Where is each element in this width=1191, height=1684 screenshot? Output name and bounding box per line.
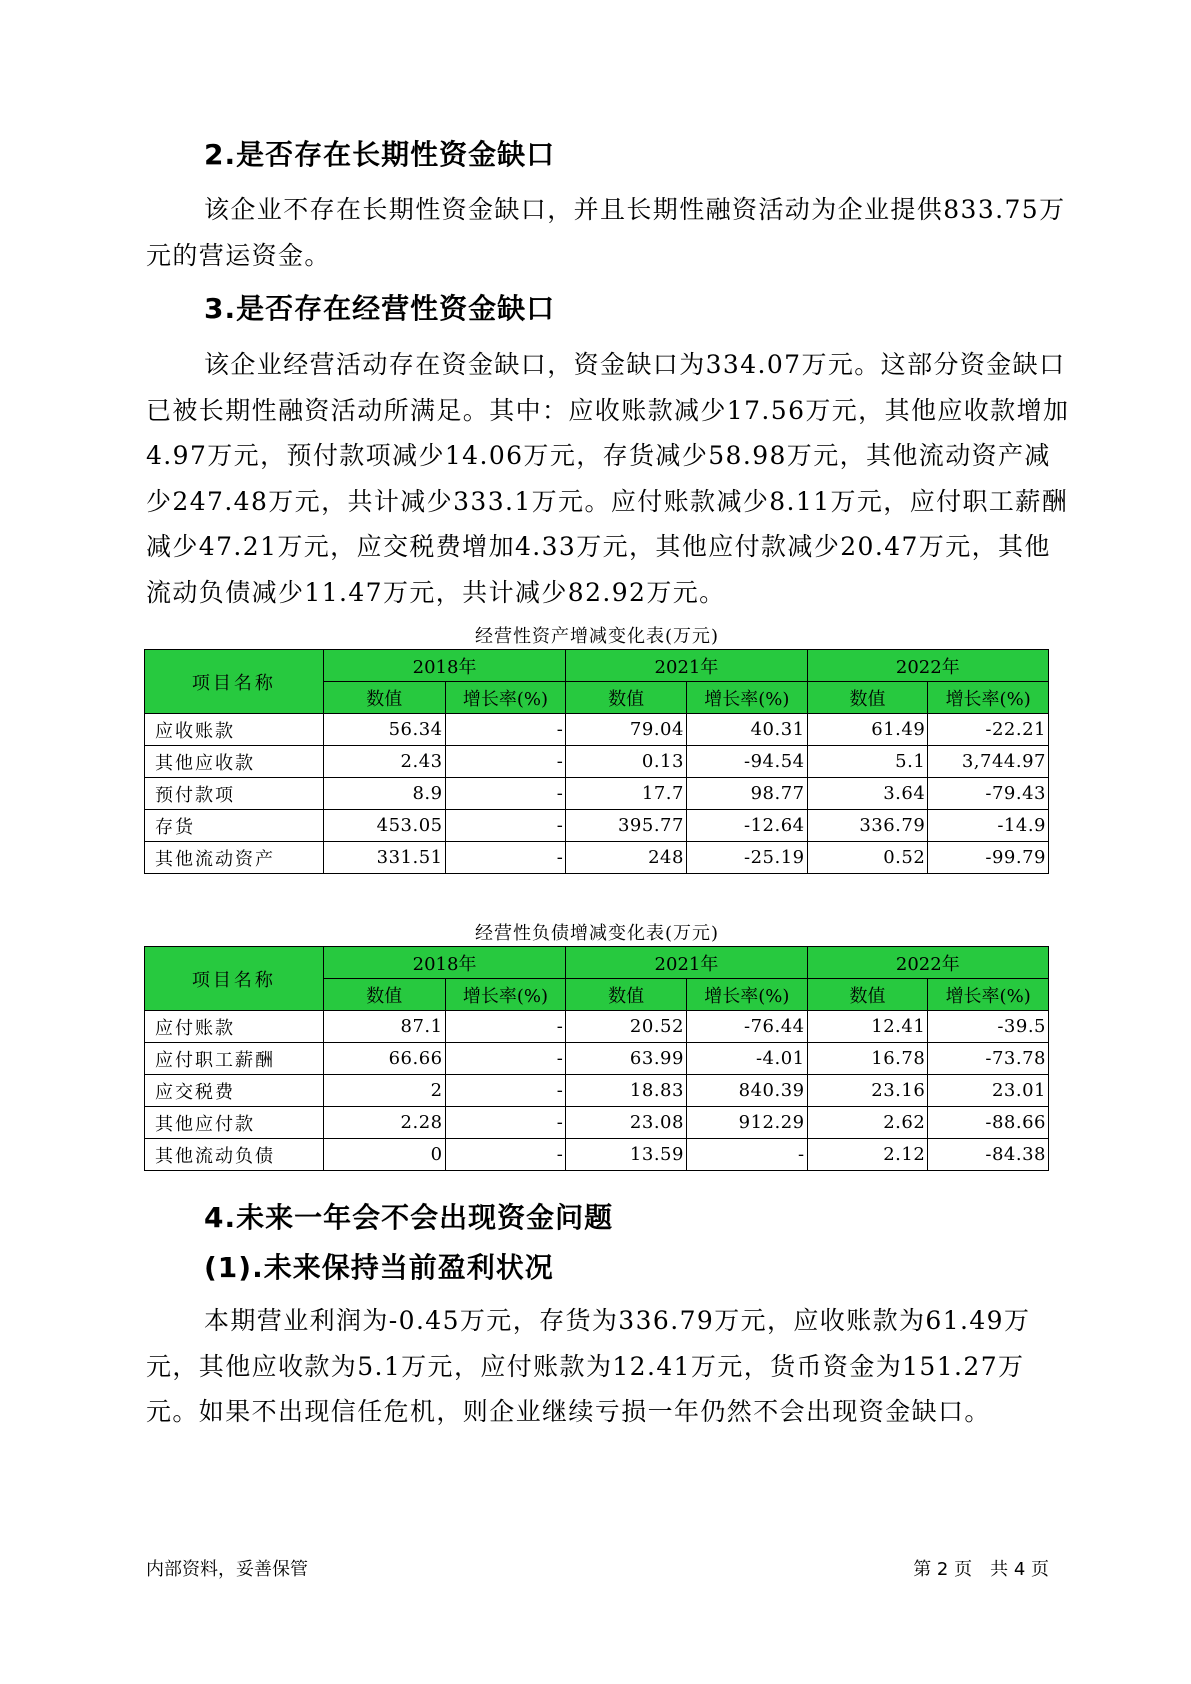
growth-rate-cell: -73.78 [928, 1043, 1049, 1075]
assets-value-header: 数值 [807, 682, 928, 714]
table-row [145, 1107, 1049, 1139]
growth-rate-cell: - [445, 746, 566, 778]
value-cell: 2.62 [807, 1107, 928, 1139]
assets-value-header: 数值 [566, 682, 687, 714]
assets-year-header: 2018年 [323, 650, 565, 682]
growth-rate-cell: -88.66 [928, 1107, 1049, 1139]
value-cell: 20.52 [566, 1011, 687, 1043]
growth-rate-cell: -25.19 [686, 842, 807, 874]
value-cell: 23.16 [807, 1075, 928, 1107]
row-label: 其他应收款 [145, 746, 324, 778]
value-cell: 23.08 [566, 1107, 687, 1139]
growth-rate-cell: - [445, 778, 566, 810]
value-cell: 331.51 [323, 842, 445, 874]
liabilities-year-header: 2021年 [566, 947, 807, 979]
assets-rate-header: 增长率(%) [686, 682, 807, 714]
growth-rate-cell: - [686, 1139, 807, 1171]
assets-rate-header: 增长率(%) [445, 682, 566, 714]
growth-rate-cell: - [445, 1107, 566, 1139]
liabilities-rate-header: 增长率(%) [928, 979, 1049, 1011]
value-cell: 12.41 [807, 1011, 928, 1043]
value-cell: 66.66 [323, 1043, 445, 1075]
value-cell: 2.43 [323, 746, 445, 778]
value-cell: 0.52 [807, 842, 928, 874]
value-cell: 336.79 [807, 810, 928, 842]
value-cell: 87.1 [323, 1011, 445, 1043]
table-row [145, 714, 1049, 746]
value-cell: 395.77 [566, 810, 687, 842]
row-label: 应收账款 [145, 714, 324, 746]
table-row [145, 810, 1049, 842]
liabilities-value-header: 数值 [323, 979, 445, 1011]
value-cell: 3.64 [807, 778, 928, 810]
paragraph-long-term-gap: 该企业不存在长期性资金缺口，并且长期性融资活动为企业提供833.75万元的营运资金。 [146, 195, 1066, 270]
row-label: 应付职工薪酬 [145, 1043, 324, 1075]
liabilities-value-header: 数值 [566, 979, 687, 1011]
assets-value-header: 数值 [323, 682, 445, 714]
assets-year-header: 2021年 [566, 650, 807, 682]
growth-rate-cell: 912.29 [686, 1107, 807, 1139]
value-cell: 0.13 [566, 746, 687, 778]
row-label: 预付款项 [145, 778, 324, 810]
value-cell: 17.7 [566, 778, 687, 810]
heading-long-term-gap: 2.是否存在长期性资金缺口 [204, 138, 556, 171]
growth-rate-cell: -79.43 [928, 778, 1049, 810]
liabilities-rate-header: 增长率(%) [686, 979, 807, 1011]
liabilities-change-table [144, 946, 1049, 1171]
row-label: 其他流动资产 [145, 842, 324, 874]
growth-rate-cell: 23.01 [928, 1075, 1049, 1107]
value-cell: 2 [323, 1075, 445, 1107]
liabilities-table-body [145, 1011, 1049, 1171]
value-cell: 248 [566, 842, 687, 874]
value-cell: 56.34 [323, 714, 445, 746]
growth-rate-cell: - [445, 1075, 566, 1107]
table-row [145, 1011, 1049, 1043]
growth-rate-cell: 98.77 [686, 778, 807, 810]
liabilities-value-header: 数值 [807, 979, 928, 1011]
growth-rate-cell: - [445, 1043, 566, 1075]
liabilities-year-header: 2022年 [807, 947, 1048, 979]
row-label: 存货 [145, 810, 324, 842]
growth-rate-cell: - [445, 1139, 566, 1171]
assets-table-body [145, 714, 1049, 874]
table-row [145, 778, 1049, 810]
growth-rate-cell: -22.21 [928, 714, 1049, 746]
heading-operating-gap: 3.是否存在经营性资金缺口 [204, 292, 556, 325]
growth-rate-cell: -99.79 [928, 842, 1049, 874]
growth-rate-cell: - [445, 842, 566, 874]
row-label: 应交税费 [145, 1075, 324, 1107]
paragraph-next-year: 本期营业利润为-0.45万元，存货为336.79万元，应收账款为61.49万元，其他应收款为5.1万元，应付账款为12.41万元，货币资金为151.27万元。如果不出现信任危机，则企业继续亏损一年仍然不会出现资金缺口。 [146, 1306, 1031, 1426]
table-row [145, 1139, 1049, 1171]
paragraph-operating-gap: 该企业经营活动存在资金缺口，资金缺口为334.07万元。这部分资金缺口已被长期性融资活动所满足。其中：应收账款减少17.56万元，其他应收款增加4.97万元，预付款项减少14.06万元，存货减少58.98万元，其他流动资产减少247.48万元，共计减少333.1万元。应付账款减少8.11万元，应付职工薪酬减少47.21万元，应交税费增加4.33万元，其他应付款减少20.47万元，其他流动负债减少11.47万元，共计减少82.92万元。 [146, 350, 1070, 607]
liabilities-year-header: 2018年 [323, 947, 565, 979]
assets-table-caption: 经营性资产增减变化表(万元) [474, 626, 720, 647]
growth-rate-cell: -14.9 [928, 810, 1049, 842]
assets-year-header: 2022年 [807, 650, 1048, 682]
value-cell: 13.59 [566, 1139, 687, 1171]
growth-rate-cell: - [445, 1011, 566, 1043]
row-label: 其他流动负债 [145, 1139, 324, 1171]
assets-change-table [144, 649, 1049, 874]
liabilities-corner-header: 项目名称 [145, 947, 324, 1011]
growth-rate-cell: -94.54 [686, 746, 807, 778]
growth-rate-cell: -76.44 [686, 1011, 807, 1043]
value-cell: 8.9 [323, 778, 445, 810]
table-row [145, 1075, 1049, 1107]
growth-rate-cell: 840.39 [686, 1075, 807, 1107]
footer-page-number: 第 2 页 共 4 页 [913, 1559, 1049, 1580]
liabilities-rate-header: 增长率(%) [445, 979, 566, 1011]
assets-corner-header: 项目名称 [145, 650, 324, 714]
value-cell: 2.28 [323, 1107, 445, 1139]
growth-rate-cell: -39.5 [928, 1011, 1049, 1043]
value-cell: 0 [323, 1139, 445, 1171]
value-cell: 63.99 [566, 1043, 687, 1075]
value-cell: 61.49 [807, 714, 928, 746]
row-label: 应付账款 [145, 1011, 324, 1043]
heading-keep-profit: (1).未来保持当前盈利状况 [204, 1251, 554, 1284]
table-row [145, 746, 1049, 778]
table-row [145, 1043, 1049, 1075]
footer-confidential: 内部资料，妥善保管 [146, 1559, 308, 1580]
row-label: 其他应付款 [145, 1107, 324, 1139]
value-cell: 18.83 [566, 1075, 687, 1107]
value-cell: 16.78 [807, 1043, 928, 1075]
growth-rate-cell: -4.01 [686, 1043, 807, 1075]
heading-next-year: 4.未来一年会不会出现资金问题 [204, 1201, 614, 1234]
value-cell: 79.04 [566, 714, 687, 746]
value-cell: 453.05 [323, 810, 445, 842]
assets-rate-header: 增长率(%) [928, 682, 1049, 714]
growth-rate-cell: -12.64 [686, 810, 807, 842]
growth-rate-cell: - [445, 810, 566, 842]
liabilities-table-caption: 经营性负债增减变化表(万元) [474, 923, 720, 944]
value-cell: 5.1 [807, 746, 928, 778]
growth-rate-cell: 3,744.97 [928, 746, 1049, 778]
growth-rate-cell: -84.38 [928, 1139, 1049, 1171]
value-cell: 2.12 [807, 1139, 928, 1171]
growth-rate-cell: 40.31 [686, 714, 807, 746]
table-row [145, 842, 1049, 874]
growth-rate-cell: - [445, 714, 566, 746]
